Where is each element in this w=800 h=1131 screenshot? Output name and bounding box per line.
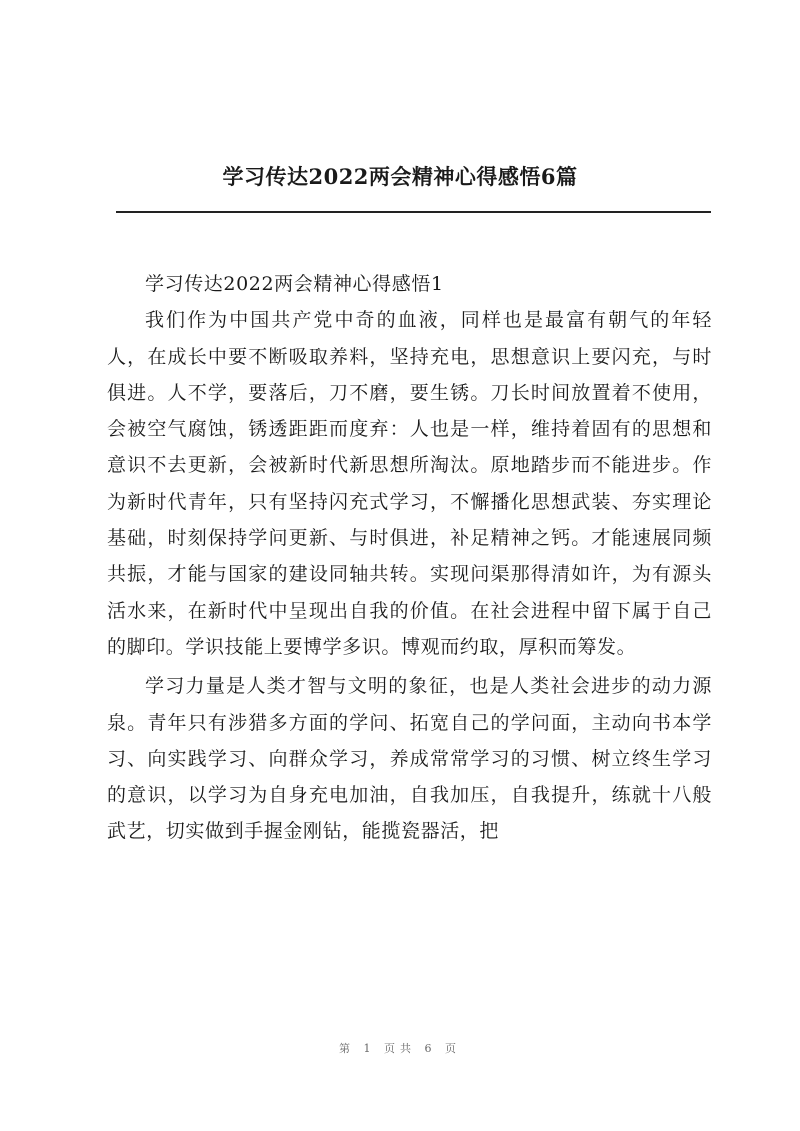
title-divider (116, 211, 711, 213)
page-footer: 第 1 页共 6 页 (339, 1042, 461, 1055)
paragraph-2: 学习力量是人类才智与文明的象征，也是人类社会进步的动力源泉。青年只有涉猎多方面的学问、拓宽自己的学问面，主动向书本学习、向实践学习、向群众学习，养成常常学习的习惯、树立终生学习的意识，以学习为自身充电加油，自我加压，自我提升，练就十八般武艺，切实做到手握金刚钻，能揽瓷器活，把 (107, 675, 712, 843)
section-heading: 学习传达2022两会精神心得感悟1 (145, 273, 444, 295)
paragraph-1: 我们作为中国共产党中奇的血液，同样也是最富有朝气的年轻人，在成长中要不断吸取养料，坚持充电，思想意识上要闪充，与时俱进。人不学，要落后，刀不磨，要生锈。刀长时间放置着不使用，会被空气腐蚀，锈透距距而度弃：人也是一样，维持着固有的思想和意识不去更新，会被新时代新思想所淘汰。原地踏步而不能进步。作为新时代青年，只有坚持闪充式学习，不懈播化思想武装、夯实理论基础，时刻保持学问更新、与时俱进，补足精神之钙。才能速展同频共振，才能与国家的建设同轴共转。实现问渠那得清如许，为有源头活水来，在新时代中呈现出自我的价值。在社会进程中留下属于自己的脚印。学识技能上要博学多识。博观而约取，厚积而筹发。 (107, 309, 712, 658)
document-body (107, 266, 712, 850)
document-title: 学习传达2022两会精神心得感悟6篇 (222, 164, 578, 189)
